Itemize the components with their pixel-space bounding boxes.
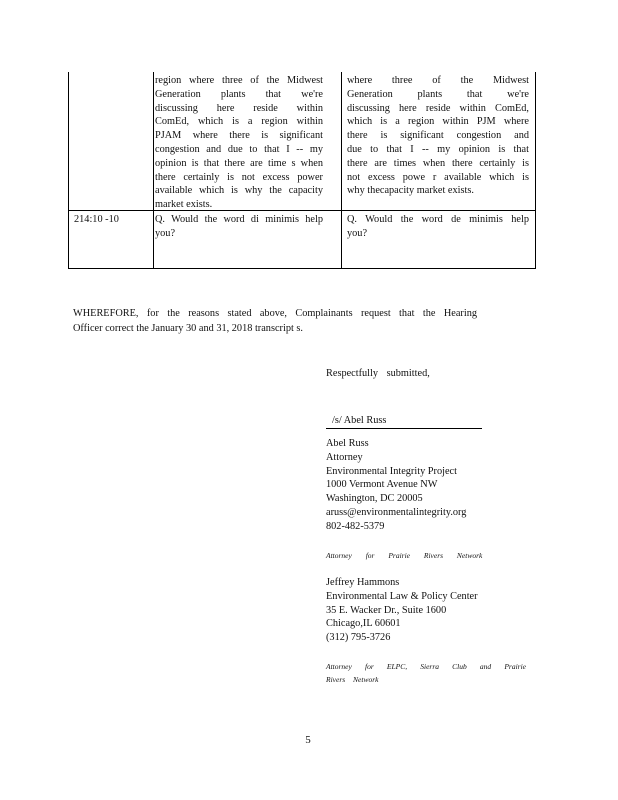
page-number: 5 [305, 734, 311, 746]
wherefore-paragraph: WHEREFORE, for the reasons stated above, Complainants request that the Hearing Officer correct the January 30 and 31, 2018 transcript s. [73, 308, 477, 334]
attorney1-contact-block: Abel Russ Attorney Environmental Integrity Project 1000 Vermont Avenue NW Washington, DC 20005 aruss@environmentalintegrity.org 802-482-5379 [326, 438, 467, 532]
transcript-corrections-table [68, 72, 536, 269]
attorney2-contact-block: Jeffrey Hammons Environmental Law & Policy Center 35 E. Wacker Dr., Suite 1600 Chicago,IL 60601 (312) 795-3726 [326, 577, 478, 644]
electronic-signature: /s/ Abel Russ [326, 414, 482, 429]
closing-text: Respectfully submitted, [326, 368, 430, 379]
attorney2-representation: Attorney for ELPC, Sierra Club and Prairie Rivers Network [326, 662, 526, 684]
row2-transcript-reference: 214:10 -10 [74, 214, 119, 225]
row1-original-text: region where three of the Midwest Generation plants that we're discussing here reside within ComEd, which is a region within PJAM where there is significant congestion and due to that I -- my opinion is that there are time s when there certainly is not excess power available which is why the capacity market exists. [155, 75, 323, 211]
signature-line [326, 414, 482, 429]
attorney1-representation: Attorney for Prairie Rivers Network [326, 551, 483, 560]
row2-original-text: Q. Would the word di minimis help you? [155, 214, 323, 239]
table-column-divider [341, 72, 342, 268]
row2-corrected-text: Q. Would the word de minimis help you? [347, 214, 529, 239]
table-column-divider [153, 72, 154, 268]
row1-corrected-text: where three of the Midwest Generation plants that we're discussing here reside within ComEd, which is a region within PJM where there is significant congestion and due to that I -- my opinion is that there are times when there certainly is not excess powe r available which is why thecapacity market exists. [347, 75, 529, 197]
